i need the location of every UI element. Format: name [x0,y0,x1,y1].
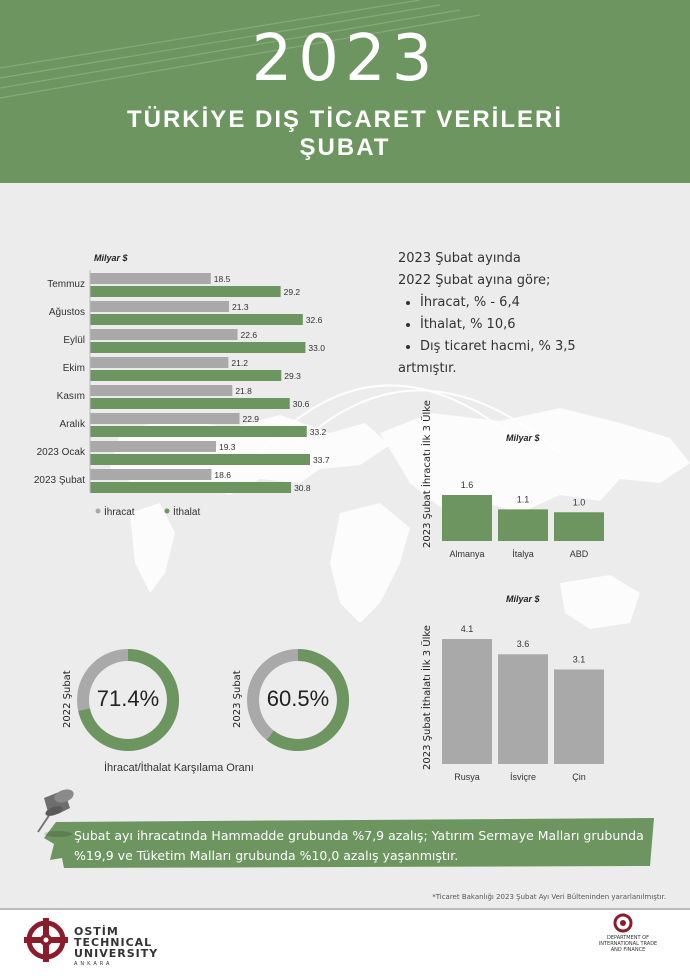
category-label: Eylül [63,335,85,346]
legend-label-ihracat: İhracat [104,507,135,518]
bar-ihracat [90,469,211,480]
bar-ithalat [90,342,305,353]
donut-caption: İhracat/İthalat Karşılama Oranı [104,762,254,774]
country-label: Almanya [449,549,485,559]
summary-list [398,292,576,358]
bar-ihracat [90,413,239,424]
monthly-trade-bar-chart [0,240,390,530]
bar-value-label: 1.0 [572,497,586,508]
university-line-3: UNIVERSITY [74,947,159,960]
bar-ithalat [90,286,281,297]
bar-value-label: 21.3 [232,302,249,312]
bar-ithalat [90,314,303,325]
header-banner [0,0,690,183]
chart-unit-label: Milyar $ [94,253,128,263]
bar-value-label: 3.1 [572,654,586,665]
category-label: Kasım [56,391,85,402]
country-label: Çin [572,772,586,782]
bar-value-label: 30.8 [294,483,311,493]
bar-value-label: 33.2 [309,427,327,437]
donut-2-value: 60.5% [266,686,330,711]
bar-value-label: 33.0 [308,343,325,353]
category-label: Aralık [59,419,85,430]
bar-ihracat [90,329,238,340]
university-name [74,926,158,970]
country-label: İsviçre [509,772,537,782]
export-countries-axis-label: 2023 Şubat İhracatı İlk 3 Ülke [422,400,433,548]
summary-text [398,248,576,380]
bar-value-label: 21.2 [231,358,248,368]
category-label: 2023 Şubat [33,475,85,486]
university-line-2: TECHNICAL [74,936,153,949]
country-bar [442,495,492,541]
bar-value-label: 30.6 [292,399,310,409]
category-label: Temmuz [47,279,85,290]
department-logo-icon [612,912,634,934]
bar-value-label: 32.6 [305,315,323,325]
donut-1-value: 71.4% [96,686,160,711]
bar-ithalat [90,454,310,465]
bar-value-label: 4.1 [460,624,474,634]
country-bar [554,669,604,764]
bar-value-label: 18.5 [213,274,231,284]
bar-ithalat [90,370,281,381]
summary-bullet: • İthalat, % 10,6 [420,314,576,336]
bar-ihracat [90,301,229,312]
country-label: ABD [569,549,589,559]
footnote: *Ticaret Bakanlığı 2023 Şubat Ayı Veri Bülteninden yararlanılmıştır. [432,893,666,901]
donut-1-year-label: 2022 Şubat [62,670,73,728]
bar-ihracat [90,441,216,452]
legend-label-ithalat: İthalat [173,507,201,518]
country-label: Rusya [454,772,480,782]
bar-value-label: 19.3 [218,442,236,452]
summary-line-1: 2023 Şubat ayında [398,251,521,266]
summary-line-2: 2022 Şubat ayına göre; [398,273,551,288]
bar-ihracat [90,385,232,396]
note-text: Şubat ayı ihracatında Hammadde grubunda %7,9 azalış; Yatırım Sermaye Malları grubunda %19,9 ve Tüketim Malları grubunda %10,0 azalış yaşanmıştır. [74,828,644,863]
bar-value-label: 1.6 [460,480,474,490]
country-bar [554,512,604,541]
import-countries-axis-label: 2023 Şubat İthalatı İlk 3 Ülke [422,625,433,770]
category-label: Ağustos [48,307,85,318]
title-line-2: ŞUBAT [299,134,391,161]
page-year: 2023 [251,22,439,96]
bar-value-label: 3.6 [516,639,530,650]
chart-unit-label: Milyar $ [506,433,540,443]
bar-value-label: 33.7 [313,455,330,465]
department-name: DEPARTMENT OF INTERNATIONAL TRADE AND FINANCE [598,935,658,953]
bar-value-label: 22.9 [242,414,260,424]
export-top-countries-chart [440,425,620,560]
summary-bullet: • Dış ticaret hacmi, % 3,5 [420,336,576,358]
country-label: İtalya [512,549,534,559]
university-line-4: ANKARA [74,961,113,967]
university-line-1: OSTİM [74,925,119,938]
bar-ithalat [90,482,291,493]
legend-swatch-ithalat [165,509,170,514]
bar-ihracat [90,273,211,284]
bar-ithalat [90,398,290,409]
chart-legend [96,505,201,518]
import-top-countries-chart [440,588,620,788]
university-logo-icon [24,918,68,962]
donut-2-year-label: 2023 Şubat [232,670,243,728]
country-bar [498,654,548,764]
title-line-1: TÜRKİYE DIŞ TİCARET VERİLERİ [126,106,564,133]
bar-value-label: 18.6 [214,470,231,480]
summary-bullet: • İhracat, % - 6,4 [420,292,576,314]
category-label: Ekim [62,363,85,374]
category-label: 2023 Ocak [36,447,85,458]
bar-ihracat [90,357,228,368]
legend-swatch-ihracat [96,509,101,514]
bar-value-label: 1.1 [516,494,530,505]
country-bar [498,509,548,541]
bar-value-label: 22.6 [240,330,258,340]
country-bar [442,639,492,764]
bar-value-label: 21.8 [235,386,252,396]
bar-value-label: 29.3 [284,371,301,381]
chart-unit-label: Milyar $ [506,594,540,604]
bar-value-label: 29.2 [283,287,301,297]
summary-line-3: artmıştır. [398,361,457,376]
page-title [0,106,690,162]
bar-ithalat [90,426,307,437]
